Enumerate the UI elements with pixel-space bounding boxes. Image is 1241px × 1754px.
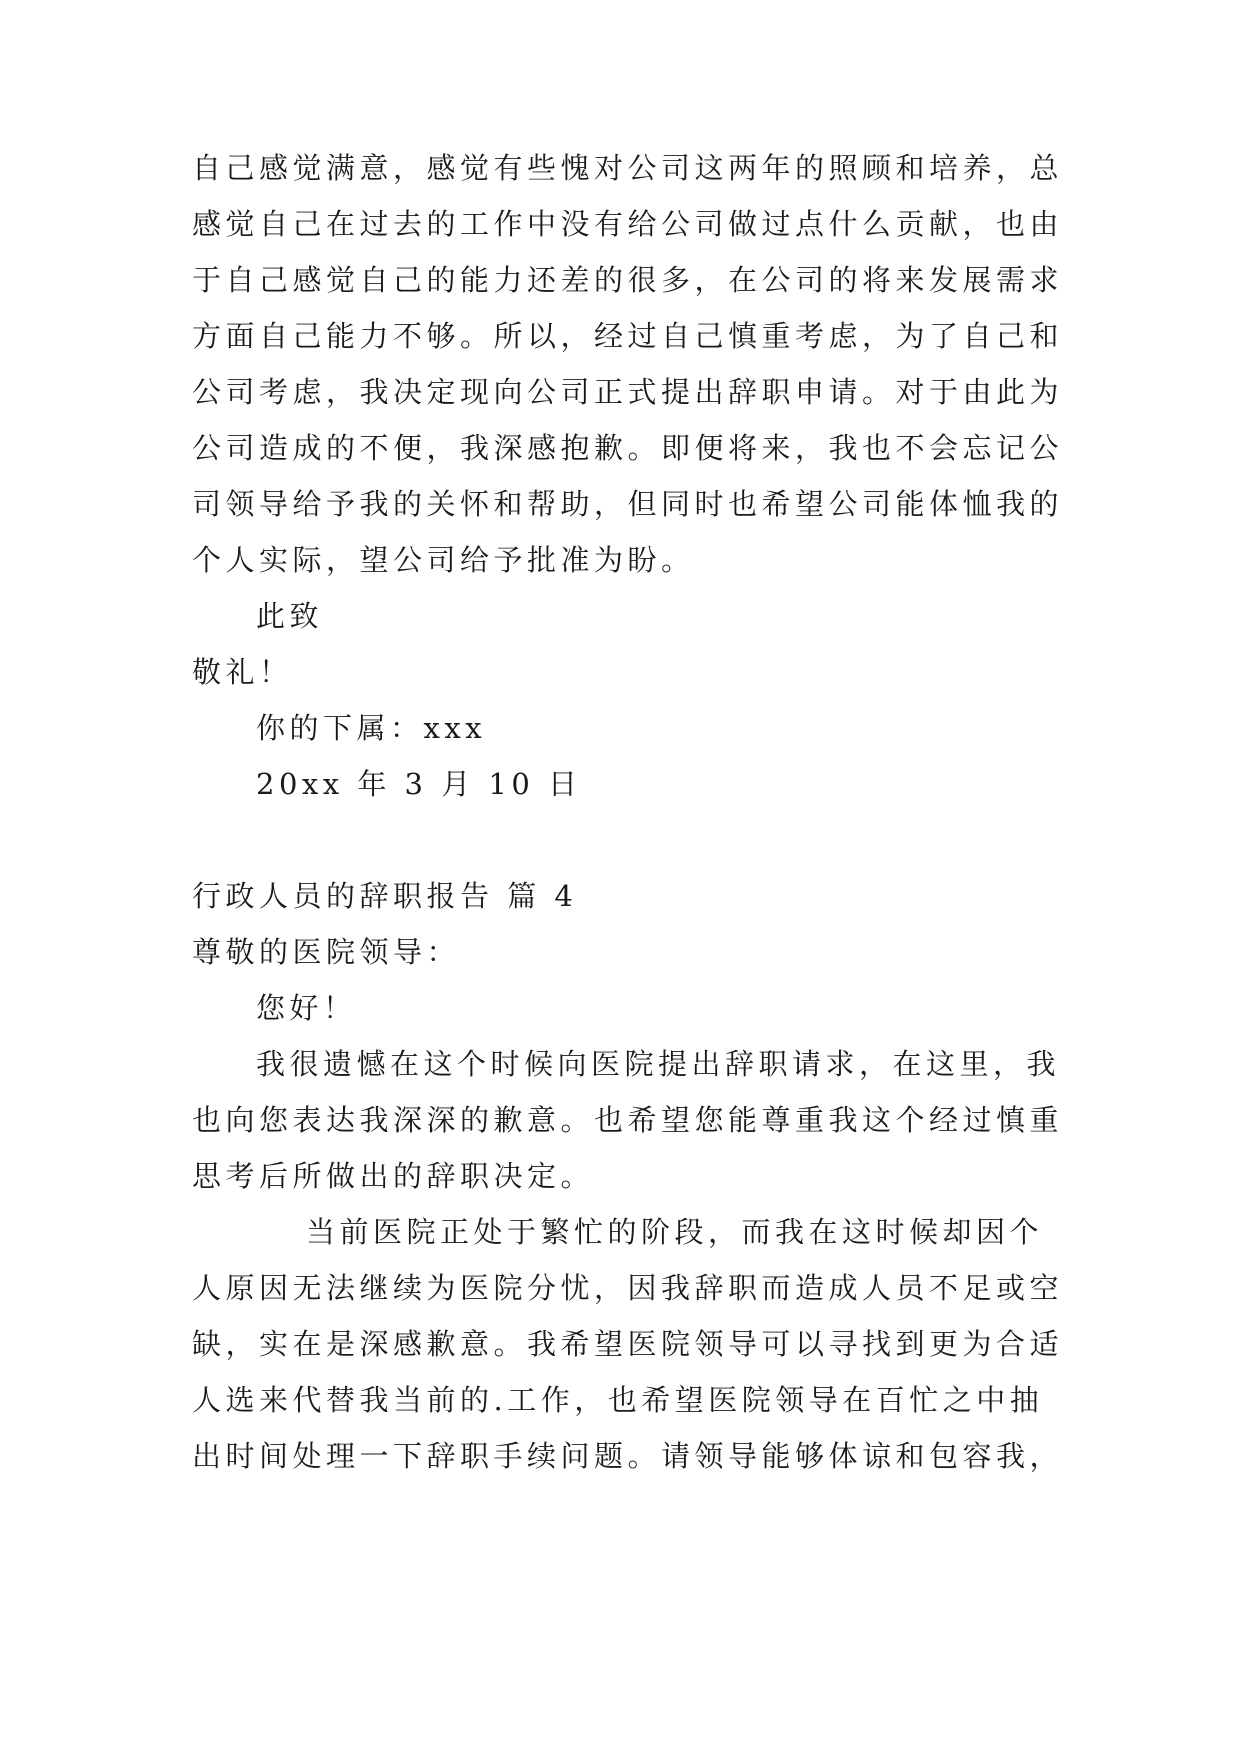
paragraph-line: 方面自己能力不够。所以，经过自己慎重考虑，为了自己和 — [192, 319, 1064, 353]
paragraph-line: 也向您表达我深深的歉意。也希望您能尊重我这个经过慎重 — [192, 1103, 1064, 1137]
greeting: 您好！ — [256, 991, 357, 1025]
paragraph-line: 人原因无法继续为医院分忧，因我辞职而造成人员不足或空 — [192, 1271, 1064, 1305]
paragraph-line: 个人实际，望公司给予批准为盼。 — [192, 543, 695, 577]
paragraph-line: 人选来代替我当前的.工作，也希望医院领导在百忙之中抽 — [192, 1383, 1044, 1417]
paragraph-line: 当前医院正处于繁忙的阶段，而我在这时候却因个 — [306, 1215, 1044, 1249]
paragraph-line: 感觉自己在过去的工作中没有给公司做过点什么贡献，也由 — [192, 207, 1064, 241]
section-title: 行政人员的辞职报告 篇 4 — [192, 879, 578, 913]
closing-cizhi: 此致 — [256, 599, 324, 633]
paragraph-line: 出时间处理一下辞职手续问题。请领导能够体谅和包容我， — [192, 1439, 1064, 1473]
paragraph-line: 思考后所做出的辞职决定。 — [192, 1159, 595, 1193]
paragraph-line: 缺，实在是深感歉意。我希望医院领导可以寻找到更为合适 — [192, 1327, 1064, 1361]
paragraph-line: 公司考虑，我决定现向公司正式提出辞职申请。对于由此为 — [192, 375, 1064, 409]
paragraph-line: 自己感觉满意，感觉有些愧对公司这两年的照顾和培养，总 — [192, 151, 1064, 185]
signature: 你的下属：xxx — [256, 711, 487, 745]
date: 20xx 年 3 月 10 日 — [256, 767, 582, 801]
paragraph-line: 公司造成的不便，我深感抱歉。即便将来，我也不会忘记公 — [192, 431, 1064, 465]
paragraph-line: 于自己感觉自己的能力还差的很多，在公司的将来发展需求 — [192, 263, 1064, 297]
paragraph-line: 司领导给予我的关怀和帮助，但同时也希望公司能体恤我的 — [192, 487, 1064, 521]
paragraph-line: 我很遗憾在这个时候向医院提出辞职请求，在这里，我 — [256, 1047, 1061, 1081]
closing-jingli: 敬礼！ — [192, 655, 293, 689]
salutation: 尊敬的医院领导： — [192, 935, 461, 969]
